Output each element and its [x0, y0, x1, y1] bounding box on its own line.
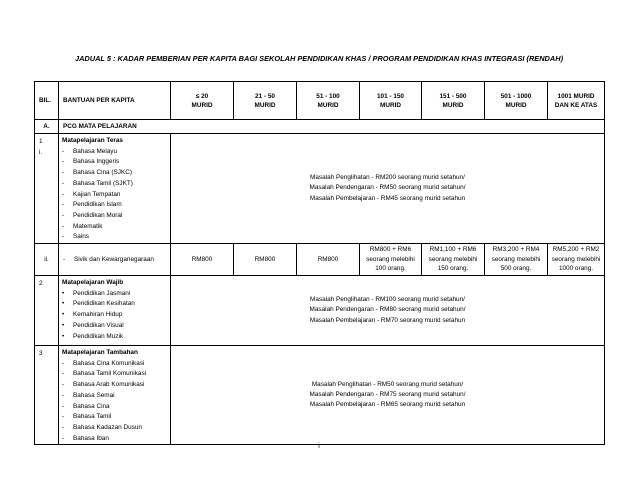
- row-1-heading: Matapelajaran Teras: [62, 137, 123, 144]
- header-col-3: 51 - 100 MURID: [297, 82, 360, 120]
- page-number: i: [318, 443, 320, 450]
- header-bantuan: BANTUAN PER KAPITA: [59, 82, 171, 120]
- list-item: - Bahasa Tamil Komunikasi: [62, 370, 147, 378]
- row-3-subjects: [59, 346, 171, 445]
- row-ii-subject: - Sivik dan Kewarganegaraan: [59, 244, 171, 276]
- row-3: [35, 346, 605, 445]
- list-item: - Pendidikan Moral: [62, 211, 123, 219]
- row-3-number: 3: [35, 346, 59, 445]
- row-ii-number: ii.: [35, 244, 59, 276]
- list-item: - Bahasa Tamil (SJKT): [62, 179, 133, 187]
- list-item: • Pendidikan Visual: [62, 321, 124, 329]
- row-ii-value-1: RM800: [171, 244, 234, 276]
- header-row: [35, 82, 605, 120]
- row-2-number: 2: [35, 276, 59, 346]
- row-1-number: 1 i.: [35, 134, 59, 244]
- row-3-note: Masalah Penglihatan - RM50 seorang murid setahun/ Masalah Pendengaran - RM75 seorang murid setahun/ Masalah Pembelajaran - RM65 seorang murid setahun: [171, 346, 605, 445]
- list-item: • Pendidikan Jasmani: [62, 289, 131, 297]
- row-2-heading: Matapelajaran Wajib: [62, 279, 124, 287]
- header-col-5: 151 - 500 MURID: [422, 82, 485, 120]
- list-item: - Pendidikan Islam: [62, 201, 122, 209]
- list-item: - Bahasa Iban: [62, 434, 109, 442]
- page-title: JADUAL 5 : KADAR PEMBERIAN PER KAPITA BAGI SEKOLAH PENDIDIKAN KHAS / PROGRAM PENDIDIKAN KHAS INTEGRASI (RENDAH): [74, 54, 564, 63]
- header-col-6: 501 - 1000 MURID: [485, 82, 548, 120]
- header-col-1: ≤ 20 MURID: [171, 82, 234, 120]
- list-item: • Pendidikan Muzik: [62, 332, 124, 340]
- list-item: - Bahasa Tamil: [62, 413, 112, 421]
- row-1: [35, 134, 605, 244]
- header-col-7: 1001 MURID DAN KE ATAS: [548, 82, 605, 120]
- header-col-2: 21 - 50 MURID: [234, 82, 297, 120]
- list-item: - Matematik: [62, 222, 103, 230]
- header-col-4: 101 - 150 MURID: [360, 82, 422, 120]
- list-item: - Bahasa Inggeris: [62, 158, 120, 166]
- row-ii-value-5: RM1,100 + RM6 seorang melebihi 150 orang.: [422, 244, 485, 276]
- list-item: - Bahasa Cina: [62, 402, 110, 410]
- list-item: - Bahasa Melayu: [62, 147, 118, 155]
- allocation-table: [34, 81, 605, 445]
- section-a-row: [35, 120, 605, 134]
- row-3-heading: Matapelajaran Tambahan: [62, 349, 138, 357]
- row-1-note: Masalah Penglihatan - RM200 seorang murid setahun/ Masalah Pendengaran - RM50 seorang murid setahun/ Masalah Pembelajaran - RM45 seorang murid setahun: [171, 134, 605, 244]
- section-a-label: PCG MATA PELAJARAN: [59, 120, 605, 134]
- list-item: • Kemahiran Hidup: [62, 311, 123, 319]
- list-item: - Sains: [62, 233, 89, 241]
- list-item: - Bahasa Semai: [62, 391, 115, 399]
- row-2: [35, 276, 605, 346]
- row-ii-value-4: RM800 + RM6 seorang melebihi 100 orang.: [360, 244, 422, 276]
- list-item: - Bahasa Arab Komunikasi: [62, 381, 145, 389]
- row-2-note: Masalah Penglihatan - RM100 seorang murid setahun/ Masalah Pendengaran - RM80 seorang murid setahun/ Masalah Pembelajaran - RM70 seorang murid setahun: [171, 276, 605, 346]
- header-bil: BIL.: [35, 82, 59, 120]
- list-item: - Bahasa Cina (SJKC): [62, 169, 132, 177]
- list-item: - Bahasa Cina Komunikasi: [62, 359, 145, 367]
- list-item: • Pendidikan Kesihatan: [62, 300, 135, 308]
- list-item: - Bahasa Kadazan Dusun: [62, 423, 142, 431]
- row-ii-value-2: RM800: [234, 244, 297, 276]
- row-ii-value-7: RM5,200 + RM2 seorang melebihi 1000 orang.: [548, 244, 605, 276]
- row-2-subjects: [59, 276, 171, 346]
- section-a-bil: A.: [35, 120, 59, 134]
- row-ii: [35, 244, 605, 276]
- row-1-subjects: [59, 134, 171, 244]
- list-item: - Kajian Tempatan: [62, 190, 121, 198]
- row-ii-value-6: RM3,200 + RM4 seorang melebihi 500 orang.: [485, 244, 548, 276]
- row-ii-value-3: RM800: [297, 244, 360, 276]
